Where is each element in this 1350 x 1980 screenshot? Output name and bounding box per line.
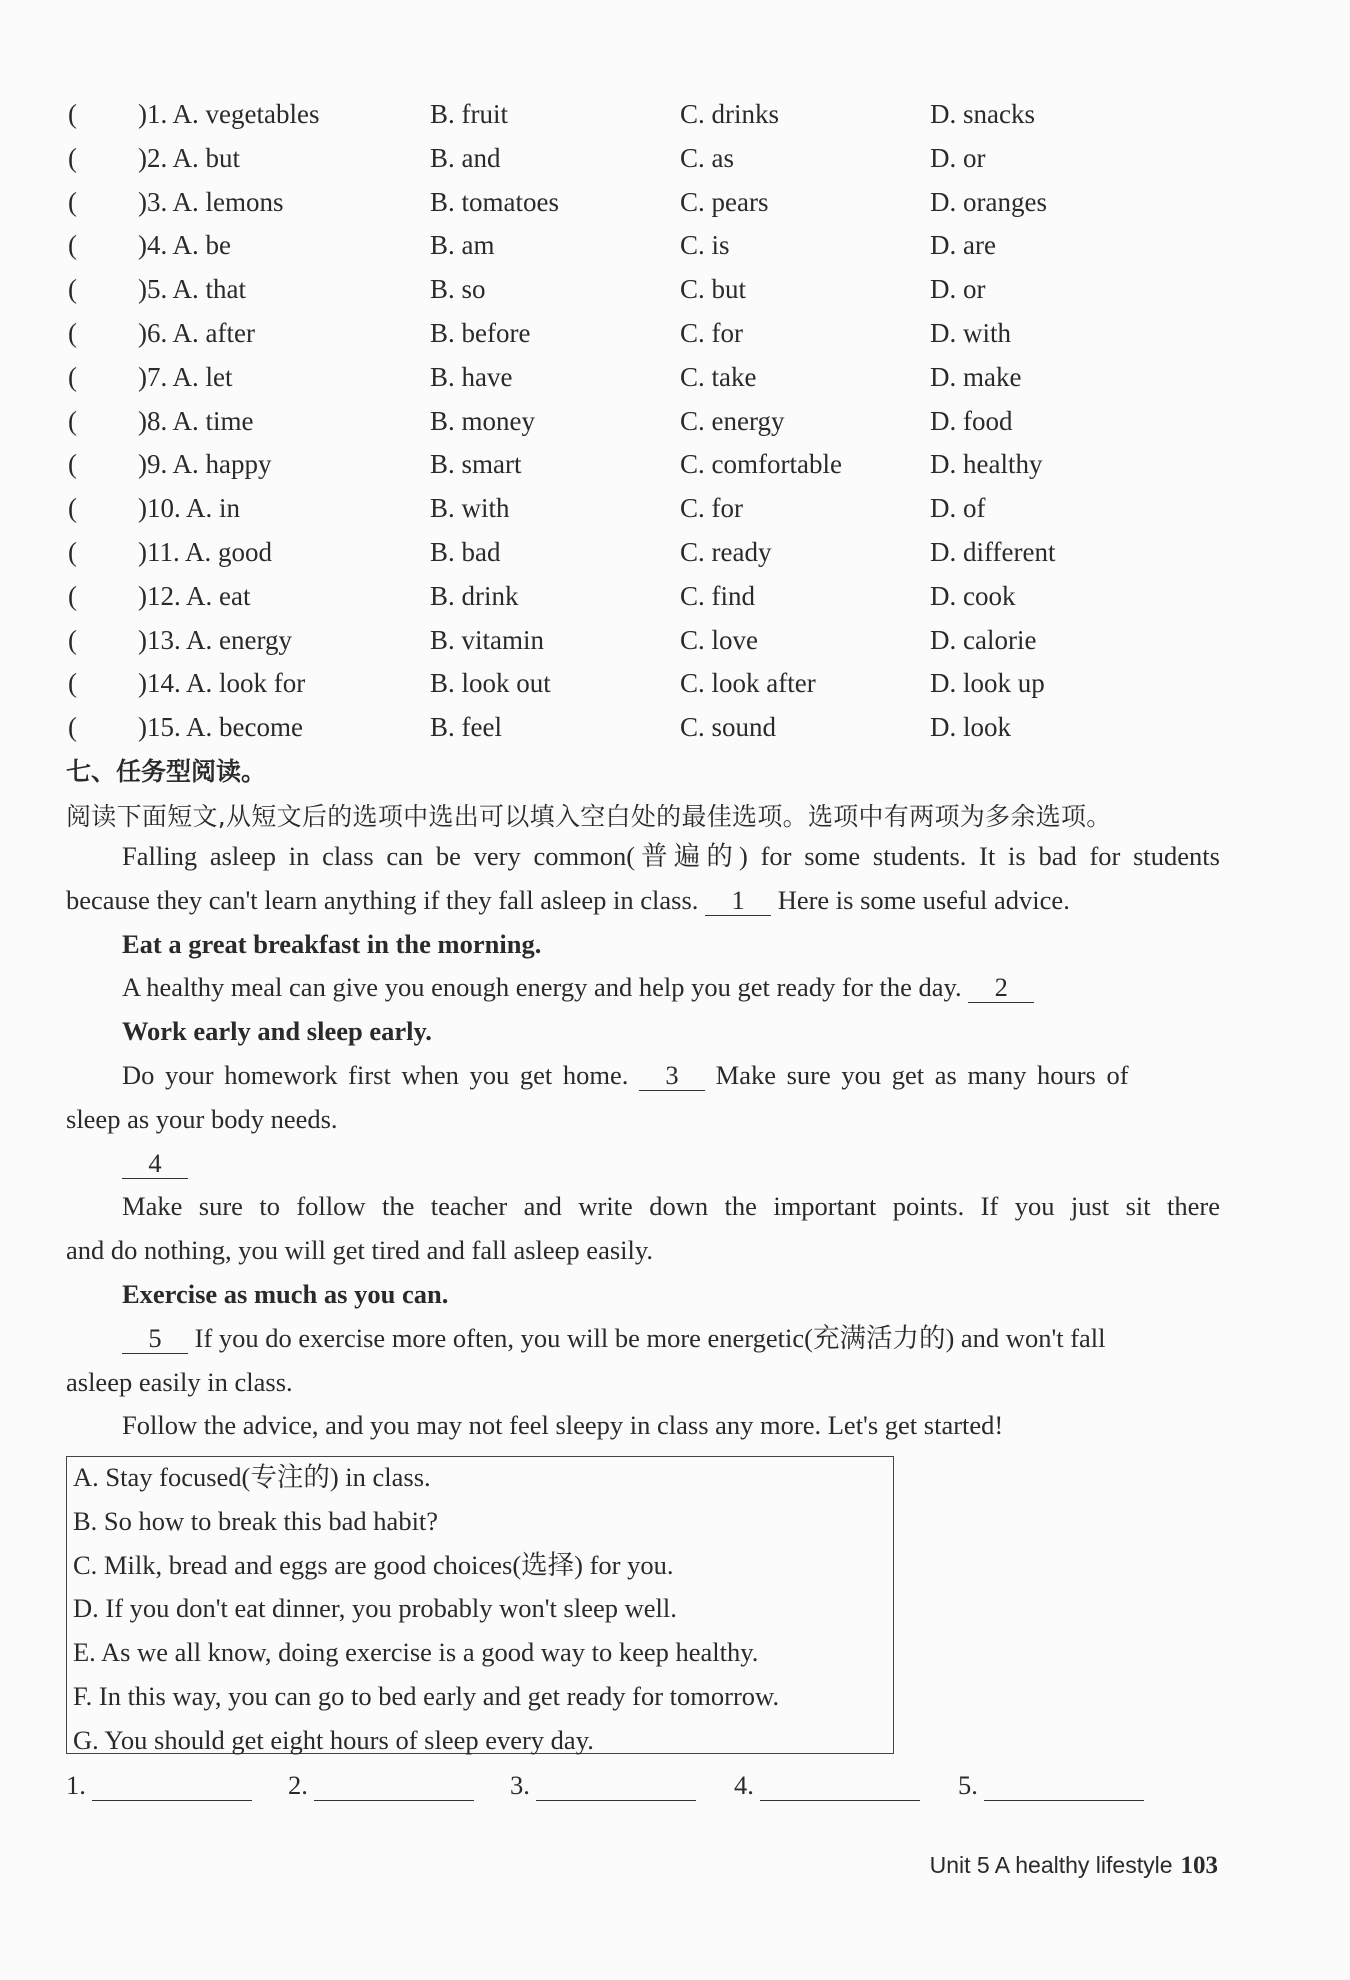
passage-text: If you do exercise more often, you will be more energetic(充满活力的) and won't fall bbox=[194, 1322, 1106, 1353]
passage-text: Here is some useful advice. bbox=[777, 884, 1070, 915]
passage-line bbox=[66, 1057, 1220, 1101]
option-c: C. take bbox=[680, 361, 757, 392]
option-d: D. calorie bbox=[930, 624, 1037, 655]
option-a: )10. A. in bbox=[138, 493, 241, 524]
answer-field[interactable] bbox=[314, 1772, 474, 1801]
answer-blanks bbox=[66, 1770, 1166, 1810]
question-row bbox=[66, 709, 1246, 753]
question-row bbox=[66, 665, 1246, 709]
passage-text: A healthy meal can give you enough energy and help you get ready for the day. bbox=[122, 972, 962, 1003]
option-b: B. so bbox=[430, 274, 486, 305]
advice-heading: Work early and sleep early. bbox=[122, 1016, 432, 1047]
option-a: )2. A. but bbox=[138, 142, 241, 173]
option-a: )9. A. happy bbox=[138, 449, 272, 480]
option-c: C. look after bbox=[680, 668, 816, 699]
option-a: )4. A. be bbox=[138, 230, 231, 261]
answer-number: 4. bbox=[734, 1770, 754, 1800]
option-b: B. drink bbox=[430, 580, 519, 611]
answer-field[interactable] bbox=[536, 1772, 696, 1801]
passage-text: because they can't learn anything if they fall asleep in class. bbox=[66, 884, 699, 915]
option-a: )8. A. time bbox=[138, 405, 254, 436]
option-item: C. Milk, bread and eggs are good choices(选择) for you. bbox=[73, 1549, 674, 1580]
option-b: B. fruit bbox=[430, 99, 508, 129]
blank-4[interactable]: 4 bbox=[122, 1148, 188, 1179]
reading-passage bbox=[66, 838, 1220, 1451]
answer-slot bbox=[66, 1770, 252, 1801]
option-item: F. In this way, you can go to bed early and get ready for tomorrow. bbox=[73, 1680, 780, 1711]
option-d: D. make bbox=[930, 361, 1022, 392]
option-d: D. or bbox=[930, 142, 986, 173]
blank-1[interactable]: 1 bbox=[705, 885, 771, 916]
option-a: )7. A. let bbox=[138, 361, 233, 392]
section-title: 七、任务型阅读。 bbox=[66, 757, 267, 786]
option-b: B. smart bbox=[430, 449, 522, 480]
option-d: D. look bbox=[930, 712, 1011, 743]
question-row bbox=[66, 184, 1246, 228]
answer-number: 1. bbox=[66, 1770, 86, 1800]
option-c: C. ready bbox=[680, 536, 772, 567]
answer-slot bbox=[958, 1770, 1144, 1801]
options-box bbox=[66, 1456, 894, 1754]
question-row bbox=[66, 403, 1246, 447]
option-d: D. or bbox=[930, 274, 986, 305]
answer-slot bbox=[510, 1770, 696, 1801]
option-a: )12. A. eat bbox=[138, 580, 251, 611]
option-b: B. vitamin bbox=[430, 624, 544, 655]
passage-line: Falling asleep in class can be very common(普遍的) for some students. It is bad for students bbox=[122, 841, 1220, 871]
option-c: C. love bbox=[680, 624, 758, 655]
option-b: B. bad bbox=[430, 536, 501, 567]
passage-line: and do nothing, you will get tired and fall asleep easily. bbox=[66, 1235, 654, 1266]
answer-paren: ( bbox=[68, 230, 77, 261]
answer-paren: ( bbox=[68, 449, 77, 480]
option-d: D. oranges bbox=[930, 186, 1047, 217]
option-c: C. as bbox=[680, 142, 734, 173]
question-row bbox=[66, 140, 1246, 184]
option-d: D. with bbox=[930, 317, 1011, 348]
multiple-choice-list bbox=[66, 96, 1246, 753]
question-row bbox=[66, 446, 1246, 490]
option-c: C. pears bbox=[680, 186, 769, 217]
question-row bbox=[66, 96, 1246, 140]
option-item: D. If you don't eat dinner, you probably won't sleep well. bbox=[73, 1593, 677, 1624]
option-b: B. and bbox=[430, 142, 501, 173]
option-d: D. healthy bbox=[930, 449, 1043, 480]
answer-field[interactable] bbox=[760, 1772, 920, 1801]
answer-number: 3. bbox=[510, 1770, 530, 1800]
option-item: G. You should get eight hours of sleep every day. bbox=[73, 1724, 594, 1755]
option-b: B. look out bbox=[430, 668, 551, 699]
answer-paren: ( bbox=[68, 142, 77, 173]
answer-slot bbox=[288, 1770, 474, 1801]
answer-slot bbox=[734, 1770, 920, 1801]
question-row bbox=[66, 359, 1246, 403]
option-c: C. sound bbox=[680, 712, 777, 743]
answer-paren: ( bbox=[68, 274, 77, 305]
passage-line: sleep as your body needs. bbox=[66, 1103, 338, 1134]
question-row bbox=[66, 315, 1246, 359]
question-row bbox=[66, 490, 1246, 534]
option-d: D. of bbox=[930, 493, 986, 524]
advice-heading: Eat a great breakfast in the morning. bbox=[122, 928, 542, 959]
answer-paren: ( bbox=[68, 580, 77, 611]
blank-3[interactable]: 3 bbox=[639, 1060, 705, 1091]
passage-text: Do your homework first when you get home. bbox=[122, 1059, 629, 1090]
answer-paren: ( bbox=[68, 361, 77, 392]
answer-paren: ( bbox=[68, 536, 77, 567]
answer-field[interactable] bbox=[984, 1772, 1144, 1801]
question-row bbox=[66, 622, 1246, 666]
option-b: B. money bbox=[430, 405, 535, 436]
option-c: C. energy bbox=[680, 405, 785, 436]
option-b: B. feel bbox=[430, 712, 502, 743]
option-d: D. food bbox=[930, 405, 1013, 436]
option-c: C. for bbox=[680, 317, 743, 348]
option-c: C. drinks bbox=[680, 99, 780, 129]
option-d: D. different bbox=[930, 536, 1056, 567]
passage-line bbox=[66, 882, 1220, 926]
passage-line bbox=[66, 1320, 1220, 1364]
option-b: B. with bbox=[430, 493, 510, 524]
blank-5[interactable]: 5 bbox=[122, 1323, 188, 1354]
answer-paren: ( bbox=[68, 493, 77, 524]
question-row bbox=[66, 227, 1246, 271]
unit-title: Unit 5 A healthy lifestyle bbox=[929, 1852, 1173, 1878]
option-d: D. snacks bbox=[930, 99, 1035, 129]
option-b: B. tomatoes bbox=[430, 186, 559, 217]
passage-line bbox=[66, 969, 1220, 1013]
advice-heading: Exercise as much as you can. bbox=[122, 1278, 449, 1309]
option-a: )5. A. that bbox=[138, 274, 246, 305]
answer-paren: ( bbox=[68, 668, 77, 699]
answer-paren: ( bbox=[68, 99, 77, 129]
option-d: D. cook bbox=[930, 580, 1016, 611]
passage-line bbox=[66, 1145, 1220, 1189]
option-a: )1. A. vegetables bbox=[138, 99, 320, 129]
passage-text: Make sure you get as many hours of bbox=[715, 1059, 1129, 1090]
option-a: )14. A. look for bbox=[138, 668, 306, 699]
option-c: C. comfortable bbox=[680, 449, 842, 480]
option-b: B. am bbox=[430, 230, 495, 261]
option-a: )6. A. after bbox=[138, 317, 255, 348]
option-c: C. is bbox=[680, 230, 730, 261]
answer-paren: ( bbox=[68, 624, 77, 655]
option-c: C. but bbox=[680, 274, 747, 305]
option-item: A. Stay focused(专注的) in class. bbox=[73, 1462, 431, 1492]
question-row bbox=[66, 534, 1246, 578]
option-c: C. for bbox=[680, 493, 743, 524]
option-d: D. are bbox=[930, 230, 996, 261]
answer-number: 5. bbox=[958, 1770, 978, 1800]
answer-paren: ( bbox=[68, 186, 77, 217]
question-row bbox=[66, 578, 1246, 622]
option-a: )11. A. good bbox=[138, 536, 272, 567]
page-number: 103 bbox=[1180, 1852, 1218, 1879]
passage-line: Make sure to follow the teacher and write down the important points. If you just sit there bbox=[122, 1191, 1220, 1222]
answer-number: 2. bbox=[288, 1770, 308, 1800]
page-footer bbox=[930, 1852, 1218, 1880]
option-item: B. So how to break this bad habit? bbox=[73, 1505, 439, 1536]
option-a: )13. A. energy bbox=[138, 624, 292, 655]
answer-paren: ( bbox=[68, 317, 77, 348]
answer-paren: ( bbox=[68, 405, 77, 436]
question-row bbox=[66, 271, 1246, 315]
blank-2[interactable]: 2 bbox=[968, 972, 1034, 1003]
option-a: )15. A. become bbox=[138, 712, 303, 743]
option-b: B. have bbox=[430, 361, 513, 392]
option-d: D. look up bbox=[930, 668, 1045, 699]
passage-line: asleep easily in class. bbox=[66, 1366, 293, 1397]
option-c: C. find bbox=[680, 580, 756, 611]
option-item: E. As we all know, doing exercise is a good way to keep healthy. bbox=[73, 1637, 759, 1668]
passage-line: Follow the advice, and you may not feel sleepy in class any more. Let's get started! bbox=[122, 1410, 1004, 1441]
option-a: )3. A. lemons bbox=[138, 186, 284, 217]
answer-field[interactable] bbox=[92, 1772, 252, 1801]
answer-paren: ( bbox=[68, 712, 77, 743]
section-instructions: 阅读下面短文,从短文后的选项中选出可以填入空白处的最佳选项。选项中有两项为多余选项。 bbox=[66, 802, 1112, 831]
option-b: B. before bbox=[430, 317, 531, 348]
